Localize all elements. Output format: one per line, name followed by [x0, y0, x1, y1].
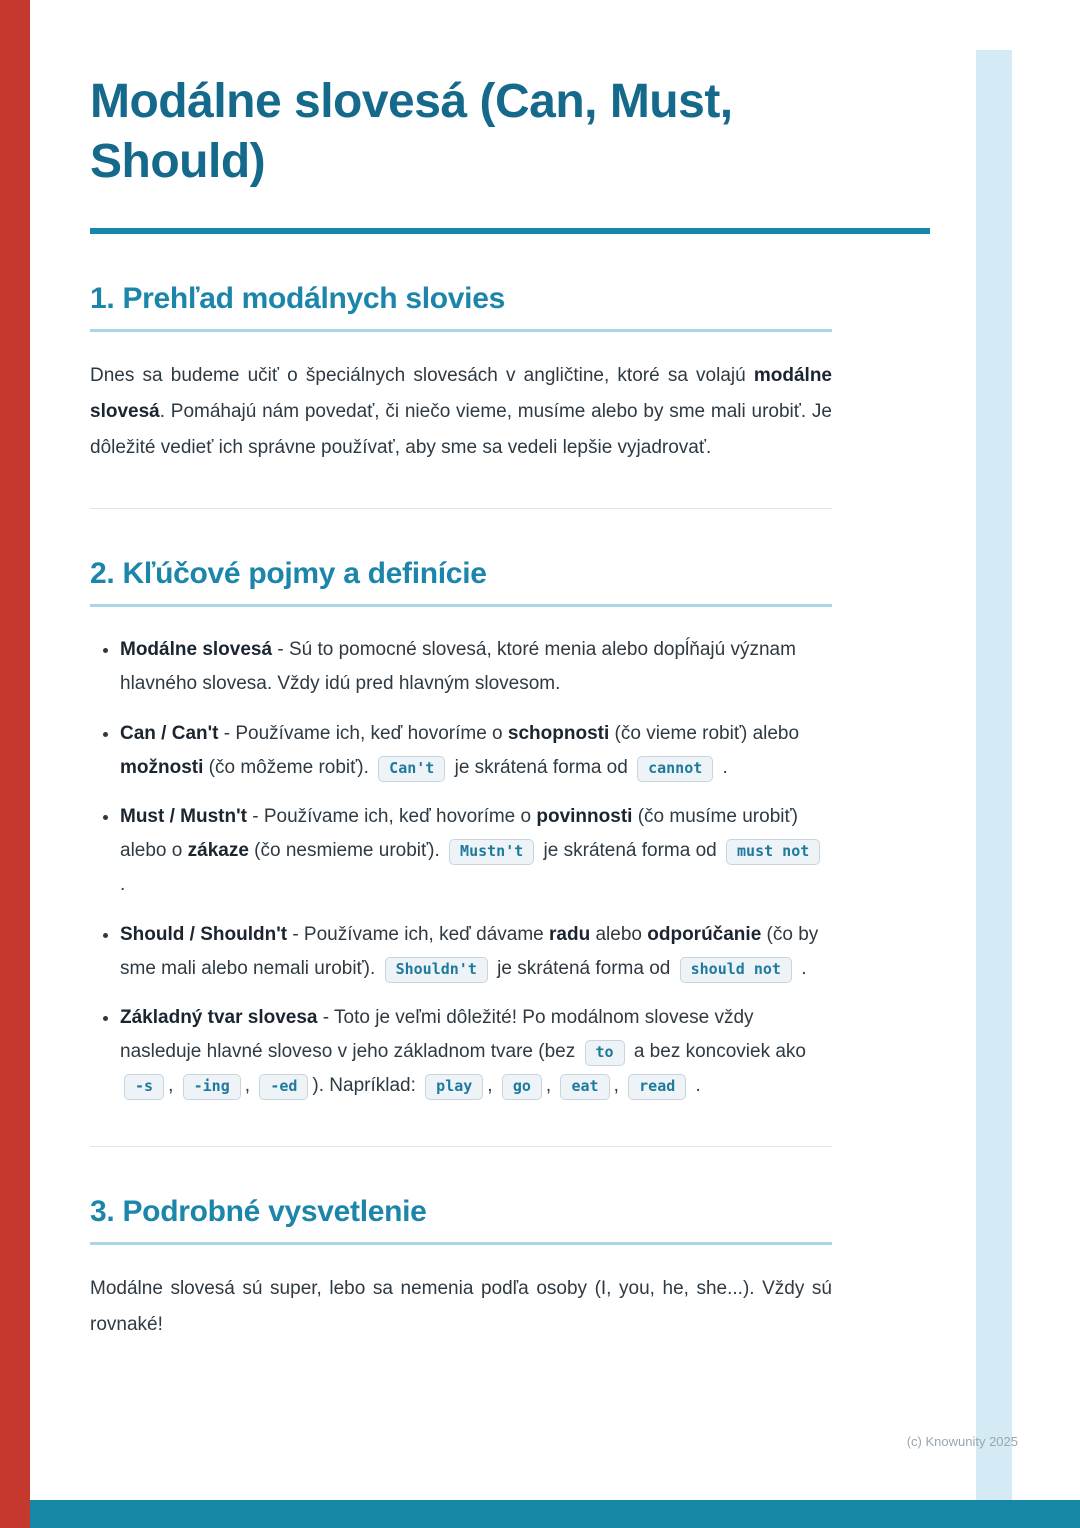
section-2-underline	[90, 604, 832, 607]
text-run: ,	[613, 1075, 625, 1097]
code-chip: Can't	[378, 756, 445, 782]
red-accent-bar	[0, 0, 30, 1528]
explanation-paragraph	[90, 1271, 832, 1343]
text-run: ,	[545, 1075, 557, 1097]
bold-text: Modálne slovesá	[120, 639, 273, 661]
text-run: je skrátená forma od	[491, 957, 676, 979]
text-run: - Používame ich, keď hovoríme o	[246, 806, 537, 828]
section-key-terms	[90, 557, 832, 1103]
list-item-can	[120, 717, 832, 785]
code-chip: -ed	[259, 1074, 308, 1100]
section-3-heading: 3. Podrobné vysvetlenie	[90, 1194, 427, 1228]
section-explanation	[90, 1195, 832, 1343]
bold-text: radu	[549, 923, 591, 945]
text-run: - Sú to pomocné slovesá, ktoré menia alebo dopĺňajú význam hlavného slovesa. Vždy idú pred hlavným slovesom.	[120, 639, 796, 695]
section-divider	[90, 508, 832, 509]
text-run: ,	[487, 1075, 498, 1097]
code-chip: Mustn't	[449, 839, 534, 865]
bold-text: Základný tvar slovesa	[120, 1006, 318, 1028]
bold-text: odporúčanie	[647, 923, 762, 945]
text-run: .	[120, 874, 126, 896]
text-run: a bez koncoviek ako	[628, 1041, 807, 1063]
code-chip: -ing	[183, 1074, 241, 1100]
title-divider-rule	[90, 228, 930, 234]
code-chip: cannot	[637, 756, 713, 782]
text-run: ,	[168, 1075, 179, 1097]
text-run: (čo musíme urobiť) alebo o	[120, 806, 798, 862]
text-run: .	[690, 1075, 701, 1097]
code-chip: play	[425, 1074, 483, 1100]
text-run: - Používame ich, keď dávame	[287, 923, 550, 945]
bold-text: povinnosti	[536, 806, 633, 828]
section-1-underline	[90, 329, 832, 332]
overview-paragraph	[90, 358, 832, 466]
code-chip: read	[628, 1074, 686, 1100]
text-run: je skrátená forma od	[449, 756, 634, 778]
text-run: Dnes sa budeme učiť o špeciálnych slovesách v angličtine, ktoré sa volajú	[90, 365, 754, 386]
text-run: (čo vieme robiť) alebo	[609, 722, 800, 744]
section-overview	[90, 282, 832, 466]
text-run: (čo nesmieme urobiť).	[248, 840, 446, 862]
text-run: je skrátená forma od	[538, 840, 723, 862]
blue-side-strip	[976, 50, 1012, 1528]
section-1-heading: 1. Prehľad modálnych slovies	[90, 282, 505, 315]
code-chip: -s	[124, 1074, 164, 1100]
list-item-must	[120, 800, 832, 903]
text-run: (čo by sme mali alebo nemali urobiť).	[120, 923, 819, 979]
code-chip: Shouldn't	[385, 957, 488, 983]
teal-bottom-bar	[30, 1500, 1080, 1528]
list-item-base-form	[120, 1001, 832, 1104]
text-run: .	[717, 756, 728, 778]
page-title: Modálne slovesá (Can, Must, Should)	[90, 75, 733, 188]
bold-text: Can / Can't	[120, 722, 219, 744]
section-divider	[90, 1146, 832, 1147]
bold-text: schopnosti	[507, 722, 610, 744]
code-chip: to	[585, 1040, 625, 1066]
list-item-should	[120, 918, 832, 986]
document-content	[90, 0, 832, 1343]
text-run: - Toto je veľmi dôležité! Po modálnom slovese vždy nasleduje hlavné sloveso v jeho základnom tvare (bez	[120, 1006, 754, 1063]
text-run: .	[795, 957, 807, 979]
copyright-note: (c) Knowunity 2025	[906, 1434, 1018, 1449]
code-chip: must not	[726, 839, 820, 865]
bold-text: zákaze	[187, 840, 249, 862]
bold-text: modálne slovesá	[90, 365, 832, 423]
text-run: . Pomáhajú nám povedať, či niečo vieme, musíme alebo by sme mali urobiť. Je dôležité vedieť ich správne používať, aby sme sa vedeli lepšie vyjadrovať.	[90, 401, 832, 459]
list-item-modal-verbs	[120, 633, 832, 701]
bold-text: Should / Shouldn't	[120, 923, 288, 945]
code-chip: go	[502, 1074, 542, 1100]
code-chip: eat	[560, 1074, 609, 1100]
text-run: alebo	[590, 923, 648, 945]
bold-text: možnosti	[120, 756, 204, 778]
text-run: Modálne slovesá sú super, lebo sa nemenia podľa osoby (I, you, he, she...). Vždy sú rovnaké!	[90, 1277, 832, 1335]
section-2-heading: 2. Kľúčové pojmy a definície	[90, 557, 487, 591]
text-run: (čo môžeme robiť).	[203, 756, 375, 778]
definitions-list	[90, 633, 832, 1103]
text-run: ). Napríklad:	[312, 1075, 422, 1097]
section-3-underline	[90, 1242, 832, 1245]
text-run: ,	[244, 1075, 256, 1097]
bold-text: Must / Mustn't	[120, 806, 247, 828]
code-chip: should not	[680, 957, 792, 983]
text-run: - Používame ich, keď hovoríme o	[218, 722, 508, 744]
